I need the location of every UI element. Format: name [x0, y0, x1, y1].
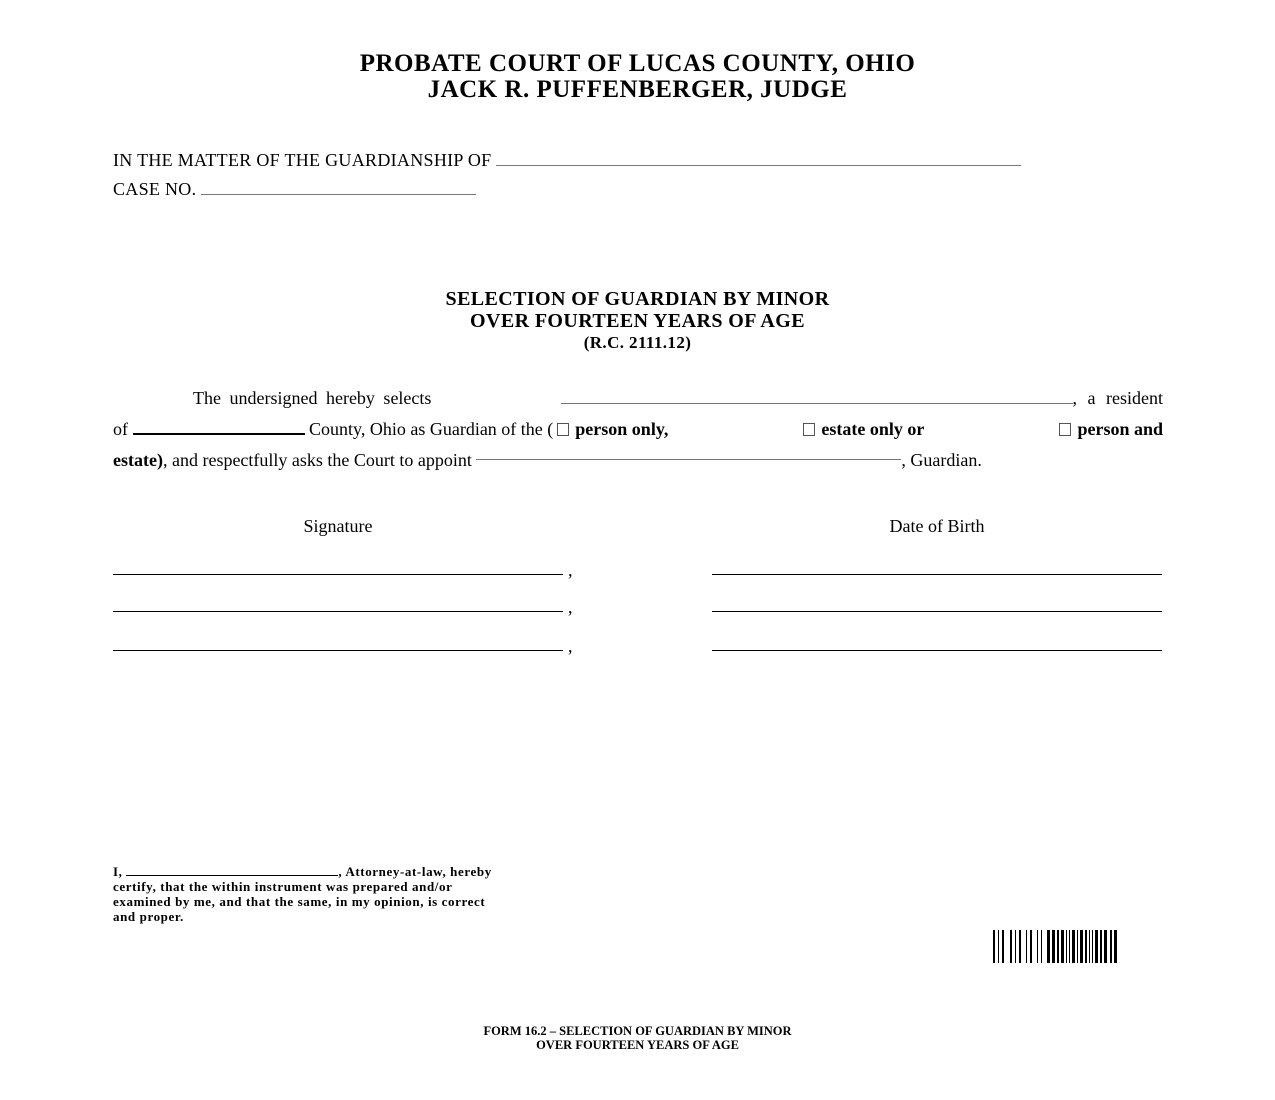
option-person-and-estate: person and [1077, 419, 1163, 439]
text-appoint: , and respectfully asks the Court to appoint [162, 450, 472, 470]
judge-name: JACK R. PUFFENBERGER, JUDGE [427, 76, 848, 103]
barcode-bar [1066, 930, 1067, 963]
dob-line-1[interactable] [712, 573, 1162, 575]
barcode-bar [1026, 930, 1027, 963]
text-county: County, Ohio as Guardian of the ( [309, 419, 554, 439]
selection-paragraph [113, 383, 1163, 476]
attorney-certification [113, 864, 493, 924]
cert-text: hereby certify, that the within instrument was prepared and/or examined by me, and that the same, in my opinion, is correct and proper. [113, 864, 492, 924]
barcode-bar [1095, 930, 1098, 963]
barcode-bar [1077, 930, 1078, 963]
barcode-bar [1052, 930, 1055, 963]
signature-line-2[interactable] [113, 610, 563, 612]
comma-2: , [568, 597, 573, 617]
barcode-bar [1047, 930, 1050, 963]
text-resident: , a resident [1072, 388, 1163, 408]
court-name: PROBATE COURT OF LUCAS COUNTY, OHIO [359, 50, 916, 77]
signature-line-1[interactable] [113, 573, 563, 575]
signature-label: Signature [303, 516, 373, 536]
text-guardian: , Guardian. [901, 450, 982, 470]
barcode-bar [1015, 930, 1016, 963]
cert-i: I, [113, 864, 123, 879]
barcode-bar [1104, 930, 1107, 963]
barcode-bar [1057, 930, 1059, 963]
dob-line-3[interactable] [712, 649, 1162, 651]
barcode-bar [1069, 930, 1070, 963]
barcode-bar [1002, 930, 1004, 963]
comma-1: , [568, 560, 573, 580]
barcode-bar [1110, 930, 1112, 963]
dob-label: Date of Birth [889, 516, 985, 536]
case-number-caption [113, 179, 476, 200]
form-footer-line1: FORM 16.2 – SELECTION OF GUARDIAN BY MINOR [483, 1024, 792, 1038]
barcode-bar [1061, 930, 1064, 963]
barcode-bar [1114, 930, 1117, 963]
barcode-bar [1037, 930, 1038, 963]
checkbox-person-only[interactable] [557, 423, 569, 436]
form-title-line1: SELECTION OF GUARDIAN BY MINOR [445, 288, 830, 310]
text-of: of [113, 419, 128, 439]
attorney-name-field[interactable] [126, 865, 338, 876]
guardianship-caption [113, 150, 1021, 171]
cert-attorney: , Attorney-at-law, [338, 864, 447, 879]
checkbox-estate-only[interactable] [803, 423, 815, 436]
barcode-bar [993, 930, 995, 963]
county-field[interactable] [133, 419, 305, 435]
form-title-line2: OVER FOURTEEN YEARS OF AGE [470, 310, 805, 332]
barcode-bar [1085, 930, 1087, 963]
barcode-bar [1030, 930, 1032, 963]
selected-guardian-field[interactable] [561, 389, 1073, 404]
statute-reference: (R.C. 2111.12) [583, 333, 692, 352]
checkbox-person-and-estate[interactable] [1059, 423, 1071, 436]
option-person-only: person only, [575, 419, 669, 439]
text-estate: estate) [113, 450, 163, 470]
barcode-bar [1041, 930, 1042, 963]
barcode-bar [1010, 930, 1012, 963]
case-number-field[interactable] [201, 180, 476, 195]
text-selects: The undersigned hereby selects [193, 388, 432, 408]
barcode-bar [1019, 930, 1021, 963]
signature-line-3[interactable] [113, 649, 563, 651]
matter-label: IN THE MATTER OF THE GUARDIANSHIP OF [113, 150, 492, 170]
barcode-bar [1072, 930, 1075, 963]
ward-name-field[interactable] [496, 151, 1021, 166]
barcode-bar [1089, 930, 1090, 963]
comma-3: , [568, 636, 573, 656]
option-estate-only: estate only or [821, 419, 925, 439]
dob-line-2[interactable] [712, 610, 1162, 612]
barcode-bar [1092, 930, 1093, 963]
case-label: CASE NO. [113, 179, 197, 199]
appointed-guardian-field[interactable] [476, 445, 901, 460]
barcode-bar [1080, 930, 1083, 963]
form-footer-line2: OVER FOURTEEN YEARS OF AGE [536, 1038, 739, 1052]
barcode-bar [998, 930, 999, 963]
barcode [993, 930, 1163, 963]
barcode-bar [1100, 930, 1102, 963]
